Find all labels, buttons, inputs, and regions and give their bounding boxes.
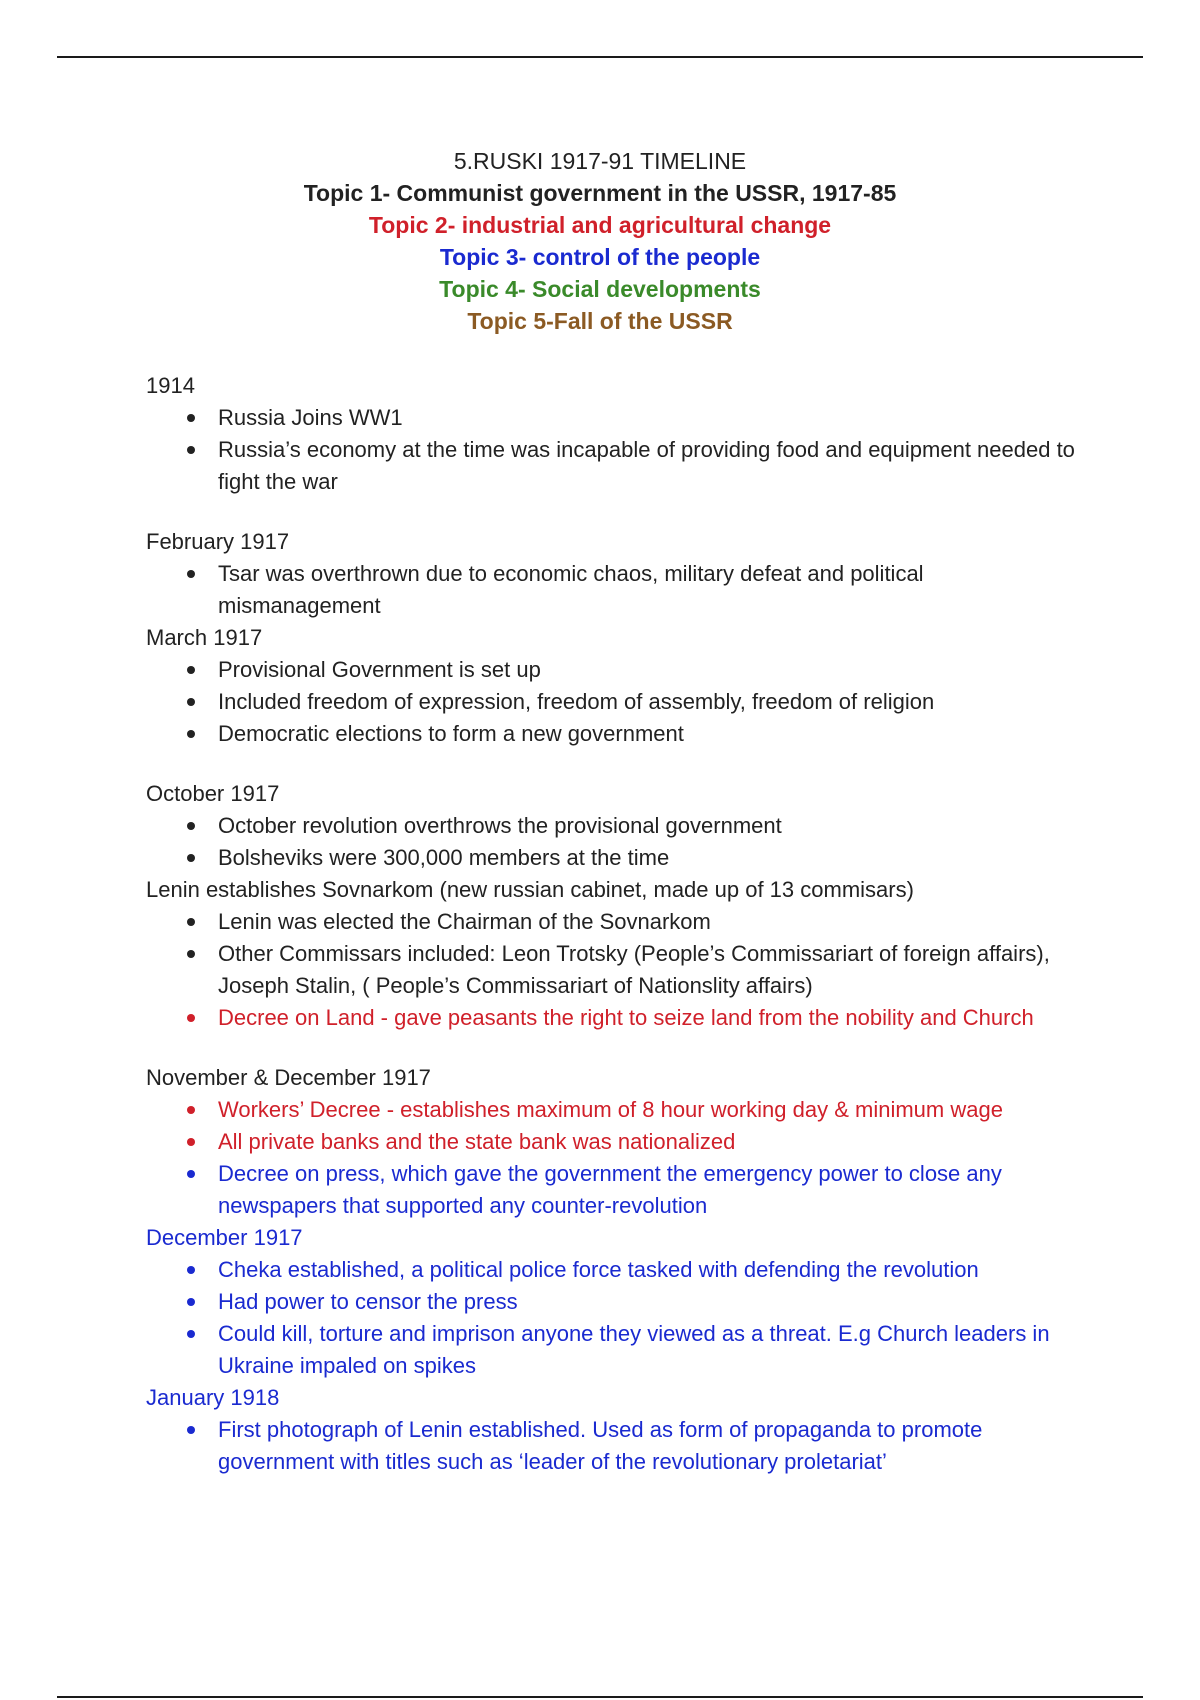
- list-item: October revolution overthrows the provisional government: [146, 810, 1086, 842]
- bullet-icon: [187, 1426, 195, 1434]
- list-item: Could kill, torture and imprison anyone they viewed as a threat. E.g Church leaders in Ukraine impaled on spikes: [146, 1318, 1086, 1382]
- bullet-icon: [187, 1170, 195, 1178]
- timeline-date: 1914: [146, 373, 195, 398]
- bullet-icon: [187, 1138, 195, 1146]
- list-item: Other Commissars included: Leon Trotsky (People’s Commissariart of foreign affairs), Joseph Stalin, ( People’s Commissariart of Nationslity affairs): [146, 938, 1086, 1002]
- bullet-icon: [187, 698, 195, 706]
- timeline-date: January 1918: [146, 1385, 280, 1410]
- topic-2-legend: Topic 2- industrial and agricultural change: [368, 212, 832, 238]
- list-item: Russia’s economy at the time was incapable of providing food and equipment needed to fight the war: [146, 434, 1086, 498]
- document-header: [0, 145, 1200, 337]
- bullet-icon: [187, 1266, 195, 1274]
- list-item: All private banks and the state bank was nationalized: [146, 1126, 1086, 1158]
- topic-3-legend: Topic 3- control of the people: [439, 244, 761, 270]
- timeline-date: December 1917: [146, 1225, 303, 1250]
- bullet-icon: [187, 854, 195, 862]
- timeline-note: Lenin establishes Sovnarkom (new russian cabinet, made up of 13 commisars): [146, 877, 914, 902]
- list-item: Decree on press, which gave the government the emergency power to close any newspapers that supported any counter-revolution: [146, 1158, 1086, 1222]
- list-item: Democratic elections to form a new government: [146, 718, 1086, 750]
- timeline-date: March 1917: [146, 625, 263, 650]
- list-item: Russia Joins WW1: [146, 402, 1086, 434]
- bullet-icon: [187, 1014, 195, 1022]
- timeline-date: October 1917: [146, 781, 280, 806]
- list-item: First photograph of Lenin established. Used as form of propaganda to promote government with titles such as ‘leader of the revolutionary proletariat’: [146, 1414, 1086, 1478]
- timeline-date: February 1917: [146, 529, 290, 554]
- list-item: Workers’ Decree - establishes maximum of 8 hour working day & minimum wage: [146, 1094, 1086, 1126]
- list-item: Bolsheviks were 300,000 members at the time: [146, 842, 1086, 874]
- list-item: Decree on Land - gave peasants the right to seize land from the nobility and Church: [146, 1002, 1086, 1034]
- bullet-icon: [187, 1106, 195, 1114]
- bullet-icon: [187, 1330, 195, 1338]
- timeline-date: November & December 1917: [146, 1065, 431, 1090]
- bullet-icon: [187, 730, 195, 738]
- topic-5-legend: Topic 5-Fall of the USSR: [467, 308, 733, 334]
- list-item: Provisional Government is set up: [146, 654, 1086, 686]
- topic-4-legend: Topic 4- Social developments: [439, 276, 761, 302]
- bullet-icon: [187, 950, 195, 958]
- bullet-icon: [187, 918, 195, 926]
- bullet-icon: [187, 1298, 195, 1306]
- bullet-icon: [187, 446, 195, 454]
- timeline: [146, 370, 1086, 1478]
- list-item: Included freedom of expression, freedom of assembly, freedom of religion: [146, 686, 1086, 718]
- bullet-icon: [187, 666, 195, 674]
- bottom-rule: [57, 1696, 1143, 1698]
- bullet-icon: [187, 414, 195, 422]
- bullet-icon: [187, 570, 195, 578]
- list-item: Tsar was overthrown due to economic chaos, military defeat and political mismanagement: [146, 558, 1086, 622]
- document-title: 5.RUSKI 1917-91 TIMELINE: [453, 148, 747, 174]
- topic-1-legend: Topic 1- Communist government in the USSR, 1917-85: [303, 180, 897, 206]
- list-item: Had power to censor the press: [146, 1286, 1086, 1318]
- list-item: Cheka established, a political police force tasked with defending the revolution: [146, 1254, 1086, 1286]
- bullet-icon: [187, 822, 195, 830]
- list-item: Lenin was elected the Chairman of the Sovnarkom: [146, 906, 1086, 938]
- top-rule: [57, 56, 1143, 58]
